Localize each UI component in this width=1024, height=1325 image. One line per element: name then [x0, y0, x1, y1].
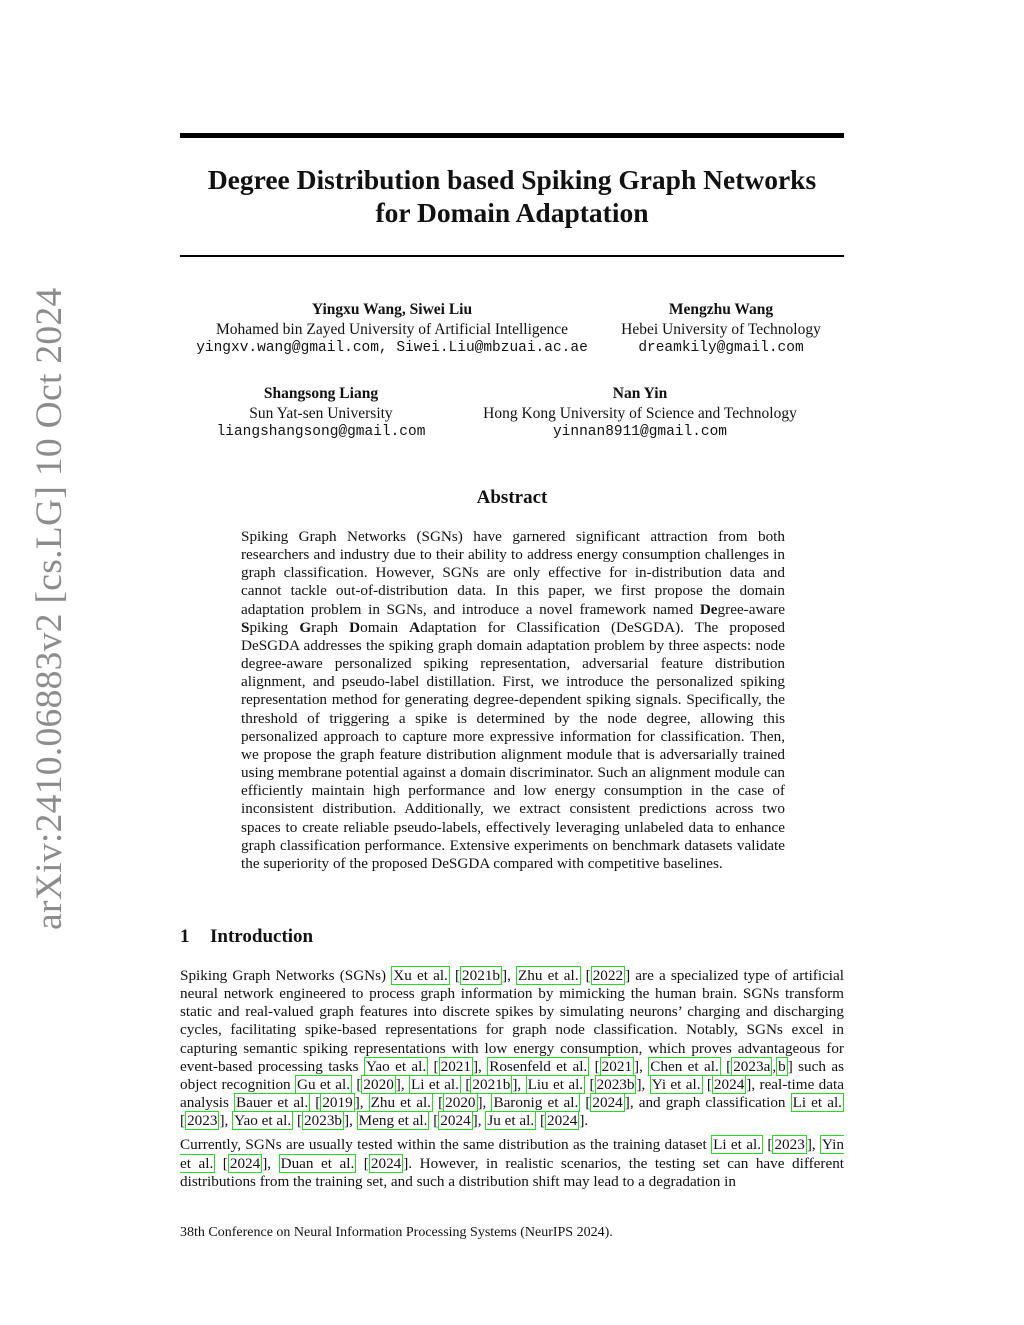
citation-link[interactable]: 2023 — [187, 1112, 218, 1130]
acronym-letter: D — [349, 618, 361, 636]
paragraph-text: ], — [472, 1057, 488, 1075]
citation-link[interactable]: 2022 — [592, 967, 624, 984]
citation-link[interactable]: b — [778, 1057, 786, 1075]
paragraph-text: ], — [395, 1075, 410, 1093]
citation-link[interactable]: Meng et al. — [358, 1112, 428, 1130]
acronym-letter: S — [241, 618, 250, 636]
author-affiliation: Sun Yat-sen University — [249, 404, 393, 422]
section-heading-introduction — [180, 926, 313, 948]
citation-link[interactable]: 2020 — [363, 1075, 394, 1093]
author-name: Yingxu Wang, Siwei Liu — [311, 301, 473, 318]
citation-link[interactable]: Gu et al. — [297, 1075, 350, 1093]
paper-title — [180, 163, 844, 229]
paragraph-text: [ — [215, 1154, 228, 1172]
paragraph-text: ], — [636, 1075, 650, 1093]
paragraph-text: ], — [477, 1094, 492, 1112]
conference-footnote: 38th Conference on Neural Information Processing Systems (NeurIPS 2024). — [180, 1225, 613, 1240]
paragraph-text: [ — [352, 1075, 362, 1093]
paragraph-text: [ — [720, 1057, 732, 1075]
paragraph-text: [ — [702, 1075, 712, 1093]
citation-link[interactable]: Ju et al. — [487, 1112, 535, 1130]
citation-link[interactable]: 2021 — [601, 1057, 633, 1075]
acronym-rest: gree-aware — [717, 600, 785, 618]
citation-link[interactable]: Yin et al. — [180, 1136, 844, 1172]
paragraph-text: [ — [180, 1112, 186, 1130]
citation-link[interactable]: 2024 — [713, 1075, 745, 1093]
citation-link[interactable]: Li et al. — [713, 1136, 762, 1154]
paragraph-text: [ — [536, 1112, 545, 1130]
citation-link[interactable]: 2024 — [440, 1112, 471, 1130]
paragraph-text: [ — [428, 1057, 439, 1075]
paragraph-text: [ — [580, 967, 591, 984]
citation-link[interactable]: 2023b — [596, 1075, 635, 1093]
paragraph-text: ] are a specialized type of artificial neural network engineered to process graph information by mimicking the human brain. SGNs transform static and real-valued graph features into discrete spikes by simulating neurons’ charging and discharging cycles, facilitating spike-based representations for graph node classification. Notably, SGNs excel in capturing semantic spiking representations with low energy consumption, which proves advantageous for event-based processing tasks — [180, 967, 844, 1075]
acronym-rest: raph — [311, 618, 350, 636]
citation-link[interactable]: 2024 — [547, 1112, 578, 1130]
acronym-rest: piking — [249, 618, 300, 636]
citation-link[interactable]: Yi et al. — [651, 1075, 701, 1093]
abstract-text-part1: Spiking Graph Networks (SGNs) have garnered significant attraction from both researchers and industry due to their ability to address energy consumption challenges in graph classification. However, SGNs are only effective for in-distribution data and cannot tackle out-of-distribution data. In this paper, we first propose the domain adaptation problem in SGNs, and introduce a novel framework named — [241, 528, 785, 618]
section-number: 1 — [180, 926, 190, 947]
acronym-rest: omain — [360, 618, 410, 636]
citation-link[interactable]: 2023b — [304, 1112, 343, 1130]
paragraph-text: Spiking Graph Networks (SGNs) — [180, 967, 392, 984]
citation-link[interactable]: Chen et al. — [650, 1057, 719, 1075]
citation-link[interactable]: Yao et al. — [365, 1057, 427, 1075]
citation-link[interactable]: Rosenfeld et al. — [489, 1057, 588, 1075]
paragraph-text: [ — [356, 1154, 369, 1172]
author-block-nan-yin — [460, 384, 820, 443]
author-name: Nan Yin — [612, 385, 668, 402]
arxiv-identifier-stamp: arXiv:2410.06883v2 [cs.LG] 10 Oct 2024 — [29, 287, 70, 930]
citation-link[interactable]: 2024 — [229, 1154, 261, 1172]
citation-link[interactable]: 2021b — [462, 967, 501, 984]
acronym-letter: De — [699, 600, 718, 618]
author-email: yingxv.wang@gmail.com, Siwei.Liu@mbzuai.ac.ae — [196, 340, 588, 356]
paragraph-text: ], — [344, 1112, 357, 1130]
paragraph-text: ], — [354, 1094, 369, 1112]
citation-link[interactable]: 2020 — [445, 1094, 476, 1112]
citation-link[interactable]: 2021 — [440, 1057, 471, 1075]
paragraph-text: ]. — [579, 1112, 589, 1130]
paragraph-text: [ — [449, 967, 461, 984]
paragraph-text: ], — [219, 1112, 233, 1130]
author-name: Shangsong Liang — [263, 385, 379, 402]
paragraph-text: ], — [806, 1136, 821, 1154]
citation-link[interactable]: 2021b — [472, 1075, 511, 1093]
author-block-shangsong-liang — [180, 384, 462, 443]
paragraph-text: ], — [512, 1075, 526, 1093]
author-email: yinnan8911@gmail.com — [552, 424, 728, 440]
acronym-letter: A — [409, 618, 421, 636]
author-block-wang-liu — [180, 300, 604, 359]
author-affiliation: Hebei University of Technology — [621, 320, 821, 338]
paragraph-text: ], and graph classification — [624, 1094, 791, 1112]
abstract-body — [241, 528, 785, 873]
intro-paragraph-1 — [180, 967, 844, 1130]
paragraph-text: [ — [293, 1112, 303, 1130]
citation-link[interactable]: Li et al. — [411, 1075, 459, 1093]
title-line-2: for Domain Adaptation — [375, 197, 649, 228]
citation-link[interactable]: Duan et al. — [280, 1154, 355, 1172]
acronym-letter: G — [299, 618, 312, 636]
citation-link[interactable]: 2024 — [370, 1154, 402, 1172]
author-email: liangshangsong@gmail.com — [216, 424, 426, 440]
citation-link[interactable]: 2024 — [592, 1094, 623, 1112]
abstract-text-part2: The proposed DeSGDA addresses the spiking graph domain adaptation problem by three aspects: node degree-aware personalized spiking representation, adversarial feature distribution alignment, and pseudo-label distillation. First, we introduce the personalized spiking representation method for generating degree-dependent spiking signals. Specifically, the threshold of triggering a spike is determined by the node degree, allowing this personalized approach to capture more expressive information for classification. Then, we propose the graph feature distribution alignment module that is adversarially trained using membrane potential against a domain discriminator. Such an alignment module can efficiently maintain high performance and low energy consumption in the case of inconsistent distribution. Additionally, we extract consistent predictions across two spaces to create reliable pseudo-labels, effectively leveraging unlabeled data to enhance graph classification performance. Extensive experiments on benchmark datasets validate the superiority of the proposed DeSGDA compared with competitive baselines. — [241, 618, 785, 872]
paragraph-text: [ — [460, 1075, 471, 1093]
paragraph-text: , — [772, 1057, 777, 1075]
paragraph-text: [ — [432, 1094, 444, 1112]
abstract-heading: Abstract — [476, 487, 548, 508]
author-block-mengzhu-wang — [600, 300, 842, 359]
paragraph-text: ], — [472, 1112, 486, 1130]
paragraph-text: [ — [763, 1136, 773, 1154]
acronym-rest: daptation for Classification (DeSGDA). — [420, 618, 684, 636]
citation-link[interactable]: 2023a — [733, 1057, 771, 1075]
title-bottom-rule — [180, 255, 844, 257]
paragraph-text: ], — [502, 967, 517, 984]
paragraph-text: Currently, SGNs are usually tested within the same distribution as the training dataset — [180, 1136, 712, 1154]
paragraph-text: [ — [589, 1057, 600, 1075]
citation-link[interactable]: Baronig et al. — [493, 1094, 579, 1112]
paragraph-text: ], — [634, 1057, 649, 1075]
citation-link[interactable]: Zhu et al. — [518, 967, 579, 984]
citation-link[interactable]: Yao et al. — [234, 1112, 292, 1130]
paragraph-text: [ — [585, 1075, 595, 1093]
author-name: Mengzhu Wang — [668, 301, 774, 318]
citation-link[interactable]: Li et al. — [792, 1094, 842, 1112]
citation-link[interactable]: Liu et al. — [527, 1075, 584, 1093]
intro-paragraph-2 — [180, 1136, 844, 1190]
introduction-body — [180, 967, 844, 1197]
citation-link[interactable]: Xu et al. — [393, 967, 448, 984]
author-affiliation: Mohamed bin Zayed University of Artificial Intelligence — [215, 320, 569, 338]
citation-link[interactable]: 2023 — [774, 1136, 805, 1154]
title-top-rule — [180, 133, 844, 138]
paragraph-text: ], real-time data analysis — [180, 1075, 844, 1112]
citation-link[interactable]: Zhu et al. — [370, 1094, 431, 1112]
section-title: Introduction — [210, 926, 314, 947]
paragraph-text: ], — [262, 1154, 279, 1172]
citation-link[interactable]: 2019 — [322, 1094, 353, 1112]
paragraph-text: [ — [310, 1094, 321, 1112]
title-line-1: Degree Distribution based Spiking Graph Networks — [207, 164, 817, 195]
paragraph-text: [ — [429, 1112, 439, 1130]
paragraph-text: ] such as object recognition — [180, 1057, 844, 1093]
paragraph-text: [ — [580, 1094, 591, 1112]
author-email: dreamkily@gmail.com — [638, 340, 804, 356]
author-affiliation: Hong Kong University of Science and Technology — [483, 404, 797, 422]
paragraph-text: ]. However, in realistic scenarios, the testing set can have different distributions from the training set, and such a distribution shift may lead to a degradation in — [180, 1154, 845, 1190]
citation-link[interactable]: Bauer et al. — [236, 1094, 309, 1112]
